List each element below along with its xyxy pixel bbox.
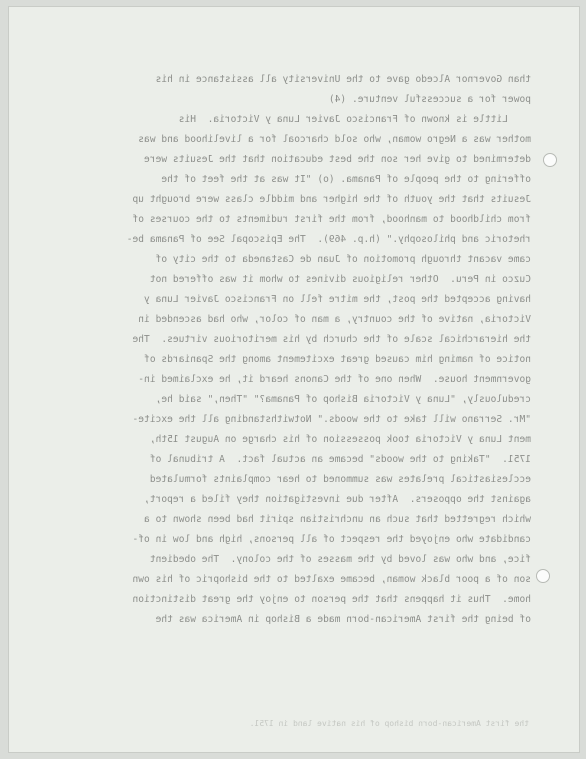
punch-hole-bottom	[536, 569, 550, 583]
document-page	[8, 6, 580, 753]
text-line-4: mother was a Negro woman, who sold charcoal for a livelihood and was	[138, 134, 531, 145]
punch-hole-top	[543, 153, 557, 167]
text-line-11: Cuzco in Peru. Other religious divines to whom it was offered not	[149, 274, 531, 285]
text-line-8: from childhood to manhood, from the first rudiments to the courses of	[132, 214, 531, 225]
text-line-1: than Governor Alcedo gave to the University all assistance in his	[155, 74, 531, 85]
text-line-16: government house. When one of the Canons heard it, he exclaimed in-	[138, 374, 531, 385]
text-line-21: ecclesiastical prelates was summoned to hear complaints formulated	[149, 474, 531, 485]
text-line-24: candidate who enjoyed the respect of all persons, high and low in of-	[132, 534, 531, 545]
text-line-5: determined to give her son the best education that the Jesuits were	[144, 154, 531, 165]
text-line-7: Jesuits that the youth of the higher and middle class were brought up	[132, 194, 531, 205]
text-line-2: power for a successful venture. (4)	[328, 94, 531, 105]
text-line-22: against the opposers. After due investigation they filed a report,	[144, 494, 531, 505]
text-line-18: "Mr. Serrano will take to the woods." Notwithstanding all the excite-	[132, 414, 531, 425]
text-line-15: notice of naming him caused great excitement among the Spaniards of	[144, 354, 531, 365]
text-line-12: having accepted the post, the mitre fell on Francisco Javier Luna y	[144, 294, 531, 305]
text-line-17: credulously, "Luna y Victoria Bishop of Panama?" "Then," said he,	[155, 394, 531, 405]
bleed-through-text-body	[61, 70, 531, 630]
text-line-13: Victoria, native of the country, a man of color, who had ascended in	[138, 314, 531, 325]
faint-footer-text: the first American-born bishop of his native land in 1751.	[249, 719, 529, 728]
text-line-10: came vacant through promotion of Juan de Castaneda to the city of	[155, 254, 531, 265]
text-line-9: rhetoric and philosophy." (h.p. 469). The Episcopal See of Panama be-	[126, 234, 531, 245]
text-line-3: Little is known of Francisco Javier Luna y Victoria. His	[178, 114, 531, 125]
text-line-28: of being the first American-born made a Bishop in America was the	[155, 614, 531, 625]
text-line-26: son of a poor black woman, became exalted to the bishopric of his own	[132, 574, 531, 585]
text-line-14: the hierarchical scale of the church by his meritorious virtues. The	[132, 334, 531, 345]
text-line-25: fice, and who was loved by the masses of the colony. The obedient	[149, 554, 531, 565]
text-line-20: 1751. "Taking to the woods" became an actual fact. A tribunal of	[149, 454, 531, 465]
text-line-6: offering to the people of Panama. (o) "It was at the feet of the	[161, 174, 531, 185]
text-line-27: home. Thus it happens that the person to enjoy the great distinction	[132, 594, 531, 605]
text-line-23: which regretted that such an unchristian spirit had been shown to a	[144, 514, 531, 525]
text-line-19: ment Luna y Victoria took possession of his charge on August 15th,	[149, 434, 531, 445]
